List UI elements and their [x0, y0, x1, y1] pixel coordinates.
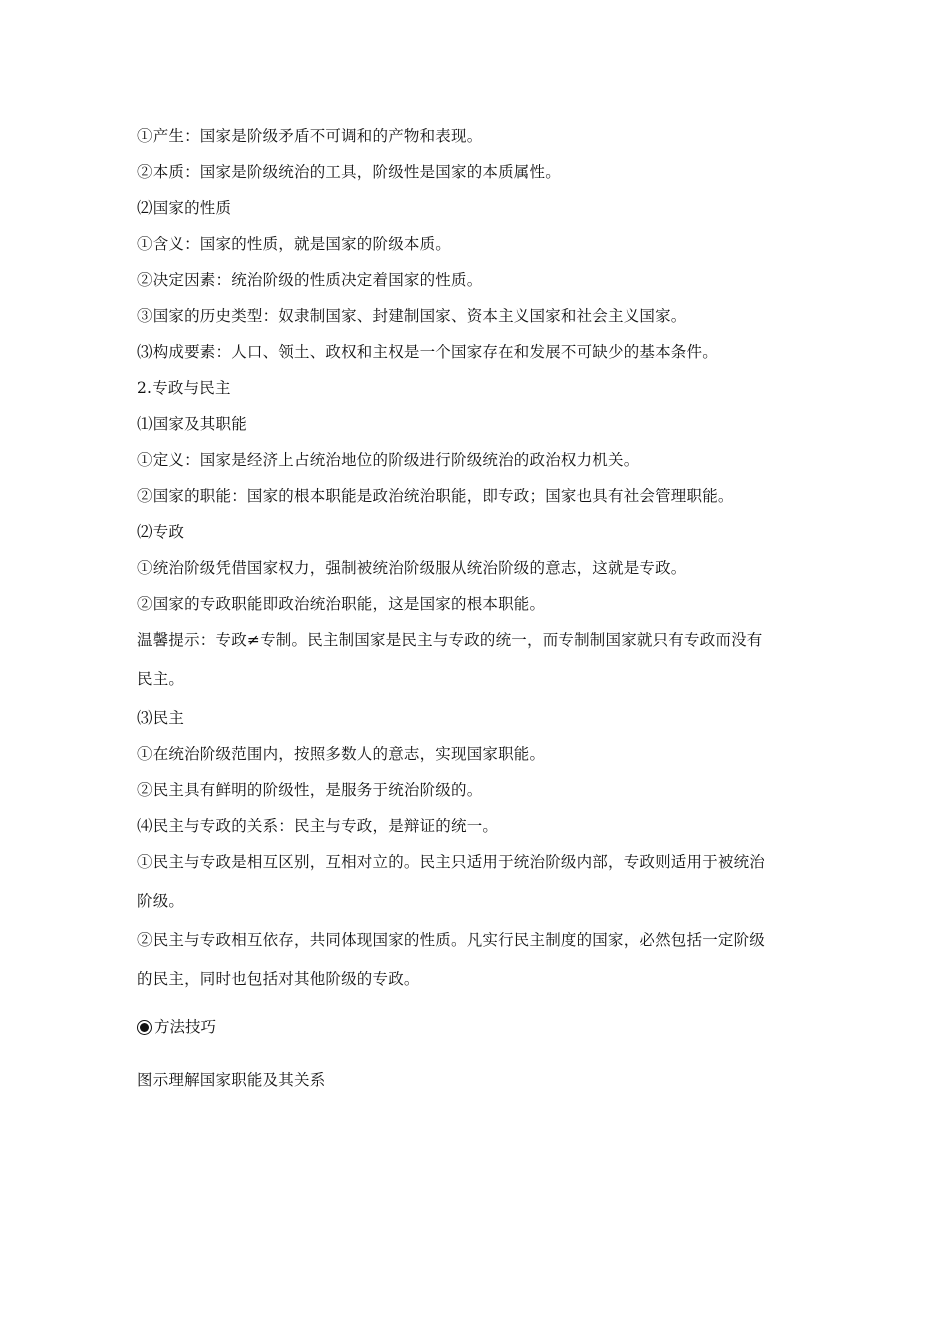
method-caption: 图示理解国家职能及其关系 [137, 1071, 326, 1089]
text-line: ③国家的历史类型：奴隶制国家、封建制国家、资本主义国家和社会主义国家。 [137, 307, 687, 325]
section-title: 2.专政与民主 [137, 379, 231, 397]
text-line: ②国家的职能：国家的根本职能是政治统治职能，即专政；国家也具有社会管理职能。 [137, 487, 734, 505]
fisheye-bullet-icon [137, 1020, 152, 1035]
text-line: ②民主具有鲜明的阶级性，是服务于统治阶级的。 [137, 781, 483, 799]
text-line: ②决定因素：统治阶级的性质决定着国家的性质。 [137, 271, 483, 289]
text-line: ①含义：国家的性质，就是国家的阶级本质。 [137, 235, 452, 253]
text-line: 的民主，同时也包括对其他阶级的专政。 [137, 970, 420, 988]
text-line: ①在统治阶级范围内，按照多数人的意志，实现国家职能。 [137, 745, 546, 763]
text-line: ②本质：国家是阶级统治的工具，阶级性是国家的本质属性。 [137, 163, 561, 181]
method-heading [137, 1017, 216, 1037]
text-line: ⑵专政 [137, 523, 185, 541]
method-heading-label: 方法技巧 [154, 1018, 217, 1036]
text-line: 阶级。 [137, 892, 185, 910]
text-line: ⑶构成要素：人口、领土、政权和主权是一个国家存在和发展不可缺少的基本条件。 [137, 343, 718, 361]
text-line: ②国家的专政职能即政治统治职能，这是国家的根本职能。 [137, 595, 546, 613]
text-line: ①定义：国家是经济上占统治地位的阶级进行阶级统治的政治权力机关。 [137, 451, 640, 469]
tip-line: 民主。 [137, 670, 185, 688]
text-line: ⑴国家及其职能 [137, 415, 247, 433]
text-line: ⑷民主与专政的关系：民主与专政，是辩证的统一。 [137, 817, 499, 835]
text-line: ②民主与专政相互依存，共同体现国家的性质。凡实行民主制度的国家，必然包括一定阶级 [137, 931, 766, 949]
tip-line: 温馨提示：专政≠专制。民主制国家是民主与专政的统一，而专制制国家就只有专政而没有 [137, 631, 763, 649]
text-line: ①民主与专政是相互区别，互相对立的。民主只适用于统治阶级内部，专政则适用于被统治 [137, 853, 766, 871]
text-line: ①统治阶级凭借国家权力，强制被统治阶级服从统治阶级的意志，这就是专政。 [137, 559, 687, 577]
text-line: ⑵国家的性质 [137, 199, 232, 217]
text-line: ①产生：国家是阶级矛盾不可调和的产物和表现。 [137, 127, 483, 145]
text-line: ⑶民主 [137, 709, 185, 727]
